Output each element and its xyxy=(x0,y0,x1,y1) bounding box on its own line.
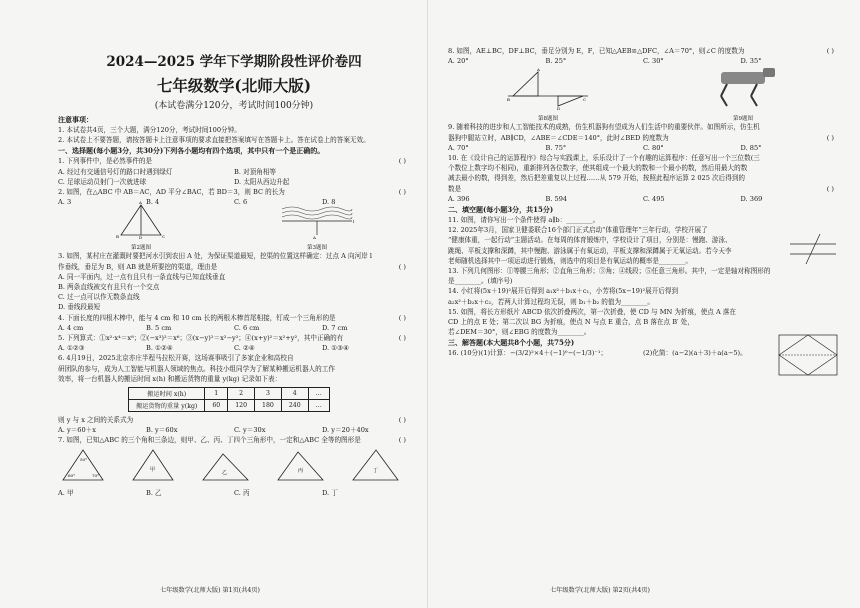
q10-line1: 10. 在《设计自己的运算程序》综合与实践课上，乐乐设计了一个有趣的运算程序：任意写出一个三位数(三 xyxy=(448,154,760,163)
svg-text:C: C xyxy=(583,97,587,103)
q4-options: A. 4 cm B. 5 cm C. 6 cm D. 7 cm xyxy=(58,323,348,332)
svg-text:A: A xyxy=(313,235,316,241)
note-1: 1. 本试卷共4页，三个大题，满分120分，考试时间100分钟。 xyxy=(58,126,241,134)
table-row: 搬运时间 x(h) 1 2 3 4 … xyxy=(129,388,330,400)
svg-text:50°: 50° xyxy=(80,456,88,462)
q11: 11. 如图，请你写出一个条件使得 a∥b：________。 xyxy=(448,216,600,225)
q14-line2: a₂x²＋b₂x＋c₂，若两人计算过程均无误，则 b₁＋b₂ 的值为________。 xyxy=(448,297,655,306)
q9-line1: 9. 随着科技的进步和人工智能技术的成熟，仿生机器狗有望成为人们生活中的重要伙伴。如图所示，仿生机 xyxy=(448,123,760,132)
q2-options: A. 3 B. 4 C. 6 D. 8 xyxy=(58,198,336,207)
q3-river-figure xyxy=(277,203,357,239)
q7-options: A. 甲 B. 乙 C. 丙 D. 丁 xyxy=(58,488,338,497)
q2-triangle-figure xyxy=(111,200,171,241)
q13-b: 是________。(填序号) xyxy=(448,277,513,286)
svg-text:D: D xyxy=(557,106,561,112)
svg-text:A: A xyxy=(139,200,142,206)
q3-line1: 3. 如图，某村庄在灌溉时要把河水引到农田 A 处，为保证渠道最短，挖渠的位置这样确定：过点 A 向河岸 l xyxy=(58,252,373,261)
exam-subject: 七年级数学(北师大版) xyxy=(156,76,312,95)
page2-footer: 七年级数学(北师大版) 第2页(共4页) xyxy=(550,587,650,594)
section1-heading: 一、选择题(每小题3分，共30分)下列各小题均有四个选项，其中只有一个是正确的。 xyxy=(58,146,325,156)
q12-line3: 跳绳、平板支撑和深蹲，其中慢跑、游泳属于有氧运动，平板支撑和深蹲属于无氧运动。若今天李 xyxy=(448,246,732,255)
note-2: 2. 本试卷上不要答题，请按答题卡上注意事项的要求直接把答案填写在答题卡上。答在试卷上的答案无效。 xyxy=(58,136,370,145)
q6-line1: 6. 4月19日，2025北京亦庄半程马拉松开赛，这场赛事吸引了多家企业和高校自 xyxy=(58,354,294,363)
q3-line2: 作垂线，垂足为 B，则 AB 就是所要挖的渠道，理由是 ( ) xyxy=(58,262,406,271)
q12-line2: “健康体重，一起行动”主题活动。在每周的体育锻炼中，学校设计了项目，分别是：慢跑、游泳、 xyxy=(448,236,732,245)
fig3-caption: 第3题图 xyxy=(307,245,327,252)
q6-stem2: 则 y 与 x 之间的关系式为 ( ) xyxy=(58,416,406,425)
svg-text:甲: 甲 xyxy=(150,466,156,473)
q15-line1: 15. 如图，将长方形纸片 ABCD 依次折叠两次，第一次折叠，使 CD 与 MN 为折痕，使点 A 落在 xyxy=(448,307,737,316)
q3-option-a: A. 同一平面内，过一点有且只有一条直线与已知直线垂直 xyxy=(58,272,226,281)
q3-option-d: D. 垂线段最短 xyxy=(58,303,101,312)
q16: 16. (10分)(1)计算：−(3/2)²×4＋(−1)⁰−(−1/3)⁻¹； (2)化简：(a−2)(a＋3)＋a(a−5)。 xyxy=(448,349,747,358)
q1-options-row2: C. 足球运动员射门一次就进球 D. 太阳从西边升起 xyxy=(58,177,290,186)
svg-text:乙: 乙 xyxy=(222,469,228,476)
svg-text:B: B xyxy=(116,234,119,240)
triangle-ding xyxy=(353,450,398,480)
q13: 13. 下列几何图形：①等腰三角形；②直角三角形；③角；④线段；⑤任意三角形。其中，一定是轴对称图形的 xyxy=(448,267,771,276)
q15-line3: 若∠DEM＝30°，则∠EBG 的度数为________。 xyxy=(448,328,591,337)
q7-stem: 7. 如图，已知△ABC 的三个角和三条边，则甲、乙、丙、丁四个三角形中，一定和△ABC 全等的图形是 ( ) xyxy=(58,436,406,445)
exam-title: 2024—2025 学年下学期阶段性评价卷四 xyxy=(106,54,362,70)
q4-stem: 4. 下面长度的四根木棒中，能与 4 cm 和 10 cm 长的两根木棒首尾相接，钉成一个三角形的是 ( ) xyxy=(58,313,406,322)
section2-heading: 二、填空题(每小题3分，共15分) xyxy=(448,205,554,215)
page-2 xyxy=(430,0,860,608)
q5-stem: 5. 下列算式：①x²·x⁴＝x⁸；②(−x³)²＝x⁶；③(x−y)²＝x²−y²；④(x+y)²＝x²+y²，其中正确的有 ( ) xyxy=(58,334,406,343)
q11-parallel-lines-figure xyxy=(788,232,838,266)
svg-text:70°: 70° xyxy=(92,472,100,478)
svg-text:A: A xyxy=(537,67,540,73)
svg-text:丁: 丁 xyxy=(373,467,379,474)
q6-line2: 研团队的参与，成为人工智能与机器人领域的焦点。科技小组同学为了解某种搬运机器人的工作 xyxy=(58,364,335,373)
triangle-bing xyxy=(278,452,323,480)
q6-line3: 效率，将一台机器人的搬运时间 x(h) 和搬运货物的重量 y(kg) 记录如下表： xyxy=(58,374,282,383)
q8-figure xyxy=(503,66,593,110)
svg-text:B: B xyxy=(507,97,510,103)
svg-text:l: l xyxy=(353,219,355,225)
q10-line3: 减去最小的数，得到差，然后把差重复以上过程……从 579 开始，按照此程序运算 2 025 次后得到的 xyxy=(448,174,746,183)
q6-options: A. y＝60＋x B. y＝60x C. y＝30x D. y＝20＋40x xyxy=(58,426,369,435)
q7-triangles-figure xyxy=(58,446,408,484)
section3-heading: 三、解答题(本大题共8个小题，共75分) xyxy=(448,338,575,348)
q10-line2: 个数位上数字均不相同)，重新排列各位数字，使其组成一个最大的数和一个最小的数，然后用最大的数 xyxy=(448,164,748,173)
fig2-caption: 第2题图 xyxy=(131,245,151,252)
exam-subtitle: (本试卷满分120分，考试时间100分钟) xyxy=(154,101,314,111)
q8-stem: 8. 如图，AE⊥BC，DF⊥BC，垂足分别为 E，F，已知△AEB≌△DFC，∠A＝70°，则∠C 的度数为 ( ) xyxy=(448,47,834,55)
svg-text:C: C xyxy=(162,234,166,240)
notes-heading: 注意事项： xyxy=(58,115,93,124)
triangle-yi xyxy=(203,454,248,480)
q10-options: A. 396 B. 594 C. 495 D. 369 xyxy=(448,194,763,203)
svg-text:60°: 60° xyxy=(68,472,76,478)
q3-option-b: B. 两条直线被交有且只有一个交点 xyxy=(58,283,160,292)
triangle-abc xyxy=(63,450,103,480)
svg-text:D: D xyxy=(139,235,143,241)
page1-footer: 七年级数学(北师大版) 第1页(共4页) xyxy=(160,587,260,594)
q9-line2: 器狗中腿站立时，AB∥CD，∠ABE＝∠CDE＝140°，此时∠BED 的度数为 ( ) xyxy=(448,133,834,142)
q8-q9-figures xyxy=(448,66,838,122)
q2-stem: 2. 如图，在△ABC 中 AB＝AC，AD 平分∠BAC，若 BD＝3，则 BC 的长为 ( ) xyxy=(58,188,406,197)
q1-options-row1: A. 经过有交通信号灯的路口时遇到绿灯 B. 对顶角相等 xyxy=(58,167,277,176)
q15-line2: CD 上的点 E 处；第二次以 BG 为折痕，使点 N 与点 E 重合，点 B 落在点 B′ 处， xyxy=(448,318,694,327)
triangle-jia xyxy=(133,450,173,480)
q14-line1: 14. 小红将(5x＋19)²展开后得到 a₁x²＋b₁x＋c₁，小芳将(5x−19)²展开后得到 xyxy=(448,287,679,296)
q9-options: A. 70° B. 75° C. 80° D. 85° xyxy=(448,143,762,152)
table-row: 搬运货物的重量 y(kg) 60 120 180 240 … xyxy=(129,400,330,412)
q12-line4: 老师随机选择其中一项运动进行锻炼，则选中的项目是有氧运动的概率是________。 xyxy=(448,256,692,265)
q1-stem: 1. 下列事件中，是必然事件的是 ( ) xyxy=(58,157,406,166)
q12-line1: 12. 2025年3月，国家卫健委联合16个部门正式启动“体重管理年”三年行动，学校开展了 xyxy=(448,226,708,235)
q9-robot-dog-figure xyxy=(703,66,783,110)
q10-line4: 数是 ( ) xyxy=(448,184,834,193)
q8-options: A. 20° B. 25° C. 30° D. 35° xyxy=(448,57,762,66)
q3-option-c: C. 过一点可以作无数条直线 xyxy=(58,293,140,302)
fig8-caption: 第8题图 xyxy=(538,116,558,123)
fig9-caption: 第9题图 xyxy=(733,116,753,123)
svg-text:丙: 丙 xyxy=(298,467,304,474)
q5-options: A. ①②③ B. ①②④ C. ②④ D. ①③④ xyxy=(58,344,349,353)
q15-rectangle-fold-figure xyxy=(774,330,844,380)
q6-data-table xyxy=(128,387,330,412)
